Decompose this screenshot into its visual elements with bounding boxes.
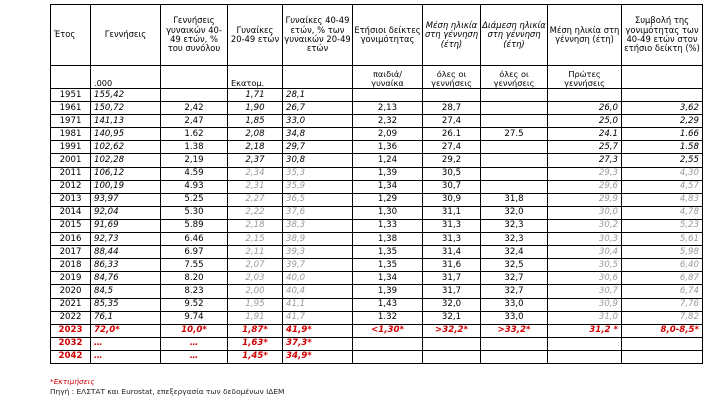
cell-median [481, 141, 548, 154]
table-row [51, 115, 703, 128]
cell-mean: >32,2* [423, 324, 481, 337]
cell-pct4049: 8.20 [161, 272, 228, 285]
cell-year: 2011 [51, 167, 91, 180]
cell-year: 2015 [51, 219, 91, 232]
cell-contrib: 4,78 [622, 206, 703, 219]
cell-year: 2021 [51, 298, 91, 311]
cell-contrib [622, 337, 703, 350]
cell-mean1: 29,6 [548, 180, 622, 193]
cell-mean: 26.1 [423, 128, 481, 141]
table-row [51, 233, 703, 246]
cell-w4049: 29,7 [283, 141, 353, 154]
cell-mean1 [548, 89, 622, 102]
cell-year: 2001 [51, 154, 91, 167]
cell-contrib: 6,87 [622, 272, 703, 285]
cell-women: 2,15 [228, 233, 283, 246]
cell-births: 150,72 [91, 102, 161, 115]
cell-w4049: 38,9 [283, 233, 353, 246]
table-row [51, 337, 703, 350]
cell-births: 155,42 [91, 89, 161, 102]
header-births: Γεννήσεις [91, 5, 161, 66]
cell-women: 2,03 [228, 272, 283, 285]
table-row [51, 206, 703, 219]
cell-w4049: 34,8 [283, 128, 353, 141]
cell-women: 2,37 [228, 154, 283, 167]
cell-tfr [353, 89, 423, 102]
cell-median [481, 350, 548, 363]
cell-mean1 [548, 337, 622, 350]
cell-tfr: 1,33 [353, 219, 423, 232]
cell-births: 102,28 [91, 154, 161, 167]
cell-births: 93,97 [91, 193, 161, 206]
cell-tfr: 1,38 [353, 233, 423, 246]
cell-tfr: 2,32 [353, 115, 423, 128]
cell-tfr: 1,36 [353, 141, 423, 154]
cell-w4049: 39,3 [283, 246, 353, 259]
cell-mean1 [548, 350, 622, 363]
cell-mean1: 29,9 [548, 193, 622, 206]
cell-births: 106,12 [91, 167, 161, 180]
unit-pct [161, 66, 228, 89]
table-row [51, 167, 703, 180]
cell-mean: 31,7 [423, 272, 481, 285]
cell-w4049: 28,1 [283, 89, 353, 102]
cell-mean [423, 89, 481, 102]
cell-tfr: 1,24 [353, 154, 423, 167]
cell-contrib: 4,30 [622, 167, 703, 180]
unit-women-pct [283, 66, 353, 89]
cell-contrib: 2,55 [622, 154, 703, 167]
cell-year: 1981 [51, 128, 91, 141]
table-body [51, 89, 703, 364]
cell-births: 140,95 [91, 128, 161, 141]
cell-median [481, 115, 548, 128]
cell-year: 2016 [51, 233, 91, 246]
cell-mean: 29,2 [423, 154, 481, 167]
births-table [50, 4, 703, 364]
cell-contrib: 7,82 [622, 311, 703, 324]
cell-year: 2014 [51, 206, 91, 219]
table-row [51, 311, 703, 324]
cell-median: 32,7 [481, 272, 548, 285]
table-row [51, 89, 703, 102]
unit-median-age: όλες οι γεννήσεις [481, 66, 548, 89]
table-row [51, 246, 703, 259]
cell-tfr: 1,39 [353, 285, 423, 298]
cell-mean1: 24.1 [548, 128, 622, 141]
births-table-container [50, 4, 702, 364]
unit-fertility: παιδιά/ γυναίκα [353, 66, 423, 89]
cell-year: 2022 [51, 311, 91, 324]
cell-pct4049 [161, 89, 228, 102]
cell-mean: 31,3 [423, 219, 481, 232]
cell-contrib: 4,57 [622, 180, 703, 193]
cell-mean: 30,5 [423, 167, 481, 180]
cell-contrib: 3,62 [622, 102, 703, 115]
cell-births: 102,62 [91, 141, 161, 154]
cell-year: 1971 [51, 115, 91, 128]
cell-contrib: 6,40 [622, 259, 703, 272]
cell-women: 2,27 [228, 193, 283, 206]
cell-pct4049: 4.59 [161, 167, 228, 180]
cell-w4049: 35,9 [283, 180, 353, 193]
cell-women: 1,95 [228, 298, 283, 311]
table-row [51, 180, 703, 193]
cell-women: 1,87* [228, 324, 283, 337]
footer [50, 377, 284, 397]
cell-tfr: 2,09 [353, 128, 423, 141]
cell-mean: 32,1 [423, 311, 481, 324]
cell-year: 2012 [51, 180, 91, 193]
cell-w4049: 41,1 [283, 298, 353, 311]
cell-tfr: 1.32 [353, 311, 423, 324]
cell-women: 2,11 [228, 246, 283, 259]
cell-median: >33,2* [481, 324, 548, 337]
header-mean-age-first: Μέση ηλικία στη γέννηση (έτη) [548, 5, 622, 66]
cell-mean1: 30,2 [548, 219, 622, 232]
cell-pct4049: 9.52 [161, 298, 228, 311]
cell-pct4049: 1.38 [161, 141, 228, 154]
cell-year: 1951 [51, 89, 91, 102]
cell-median [481, 180, 548, 193]
cell-women: 2,18 [228, 219, 283, 232]
unit-births: .000 [91, 66, 161, 89]
header-women-40-49-pct: Γυναίκες 40-49 ετών, % των γυναικών 20-49 ετών [283, 5, 353, 66]
cell-tfr: 1,34 [353, 272, 423, 285]
table-row [51, 259, 703, 272]
cell-births: 86,33 [91, 259, 161, 272]
cell-contrib [622, 89, 703, 102]
cell-tfr: 1,43 [353, 298, 423, 311]
cell-tfr: 1,29 [353, 193, 423, 206]
table-row [51, 102, 703, 115]
cell-pct4049: 4.93 [161, 180, 228, 193]
cell-births: 88,44 [91, 246, 161, 259]
cell-pct4049: 5.30 [161, 206, 228, 219]
cell-mean1: 30,4 [548, 246, 622, 259]
cell-births: 92,04 [91, 206, 161, 219]
cell-pct4049: 6.97 [161, 246, 228, 259]
cell-women: 2,34 [228, 167, 283, 180]
header-mean-age: Μέση ηλικία στη γέννηση (έτη) [423, 5, 481, 66]
table-row [51, 272, 703, 285]
cell-median: 32,3 [481, 219, 548, 232]
cell-w4049: 41,9* [283, 324, 353, 337]
cell-births: 91,69 [91, 219, 161, 232]
cell-pct4049: 9.74 [161, 311, 228, 324]
cell-year: 1991 [51, 141, 91, 154]
header-row [51, 5, 703, 66]
cell-contrib: 5,23 [622, 219, 703, 232]
cell-w4049: 35,3 [283, 167, 353, 180]
cell-mean1: 30,7 [548, 285, 622, 298]
table-row [51, 154, 703, 167]
cell-mean1: 26,0 [548, 102, 622, 115]
cell-median [481, 337, 548, 350]
table-row [51, 193, 703, 206]
cell-median: 32,7 [481, 285, 548, 298]
cell-pct4049: 2,47 [161, 115, 228, 128]
cell-tfr: 1,35 [353, 259, 423, 272]
cell-contrib: 8,0-8,5* [622, 324, 703, 337]
cell-pct4049: … [161, 350, 228, 363]
table-row [51, 350, 703, 363]
cell-pct4049: 1.62 [161, 128, 228, 141]
cell-mean1: 29,3 [548, 167, 622, 180]
cell-w4049: 26,7 [283, 102, 353, 115]
cell-w4049: 38,3 [283, 219, 353, 232]
cell-median [481, 89, 548, 102]
cell-mean1: 30,5 [548, 259, 622, 272]
header-year: Έτος [51, 5, 91, 66]
cell-mean1: 25,7 [548, 141, 622, 154]
cell-median: 33,0 [481, 298, 548, 311]
cell-mean: 31,4 [423, 246, 481, 259]
cell-women: 2,00 [228, 285, 283, 298]
cell-w4049: 34,9* [283, 350, 353, 363]
cell-pct4049: 8.23 [161, 285, 228, 298]
cell-births: 141,13 [91, 115, 161, 128]
cell-year: 2020 [51, 285, 91, 298]
cell-mean [423, 337, 481, 350]
cell-births: 84,76 [91, 272, 161, 285]
cell-median: 32,3 [481, 233, 548, 246]
table-row [51, 324, 703, 337]
cell-mean: 31,6 [423, 259, 481, 272]
cell-w4049: 36,5 [283, 193, 353, 206]
cell-tfr: 1,30 [353, 206, 423, 219]
cell-tfr: <1,30* [353, 324, 423, 337]
cell-women: 1,91 [228, 311, 283, 324]
cell-median: 27.5 [481, 128, 548, 141]
cell-year: 1961 [51, 102, 91, 115]
cell-mean: 31,7 [423, 285, 481, 298]
header-births-40-49-pct: Γεννήσεις γυναικών 40-49 ετών, % του συνόλου [161, 5, 228, 66]
cell-median: 32,4 [481, 246, 548, 259]
cell-mean1: 31,0 [548, 311, 622, 324]
cell-w4049: 30,8 [283, 154, 353, 167]
cell-mean: 27,4 [423, 115, 481, 128]
cell-mean: 27,4 [423, 141, 481, 154]
cell-tfr: 1,35 [353, 246, 423, 259]
cell-women: 1,90 [228, 102, 283, 115]
cell-pct4049: 2,19 [161, 154, 228, 167]
cell-women: 1,45* [228, 350, 283, 363]
table-row [51, 141, 703, 154]
cell-w4049: 40,0 [283, 272, 353, 285]
cell-mean: 31,1 [423, 206, 481, 219]
cell-mean: 32,0 [423, 298, 481, 311]
cell-mean1: 31,2 * [548, 324, 622, 337]
cell-w4049: 37,3* [283, 337, 353, 350]
cell-contrib: 5,98 [622, 246, 703, 259]
cell-year: 2017 [51, 246, 91, 259]
cell-year: 2019 [51, 272, 91, 285]
cell-median: 33,0 [481, 311, 548, 324]
cell-contrib: 1.58 [622, 141, 703, 154]
cell-women: 2,22 [228, 206, 283, 219]
cell-contrib: 4,83 [622, 193, 703, 206]
cell-tfr: 1,34 [353, 180, 423, 193]
cell-mean1: 25,0 [548, 115, 622, 128]
cell-women: 2,07 [228, 259, 283, 272]
cell-births: 84,5 [91, 285, 161, 298]
cell-mean: 31,3 [423, 233, 481, 246]
cell-mean1: 30,3 [548, 233, 622, 246]
cell-contrib [622, 350, 703, 363]
cell-women: 1,71 [228, 89, 283, 102]
cell-pct4049: 5.25 [161, 193, 228, 206]
header-women-20-49: Γυναίκες 20-49 ετών [228, 5, 283, 66]
units-row [51, 66, 703, 89]
cell-mean: 30,7 [423, 180, 481, 193]
cell-mean [423, 350, 481, 363]
unit-year [51, 66, 91, 89]
cell-pct4049: 5.89 [161, 219, 228, 232]
cell-mean1: 30,6 [548, 272, 622, 285]
cell-births: 76,1 [91, 311, 161, 324]
cell-pct4049: 6.46 [161, 233, 228, 246]
cell-contrib: 1.66 [622, 128, 703, 141]
cell-births: … [91, 350, 161, 363]
table-row [51, 285, 703, 298]
cell-mean1: 30,9 [548, 298, 622, 311]
cell-year: 2013 [51, 193, 91, 206]
header-contribution: Συμβολή της γονιμότητας των 40-49 ετών στον ετήσιο δείκτη (%) [622, 5, 703, 66]
cell-women: 2,31 [228, 180, 283, 193]
header-median-age: Διάμεση ηλικία στη γέννηση (έτη) [481, 5, 548, 66]
source-note: Πηγή : ΕΛΣΤΑΤ και Eurostat, επεξεργασία των δεδομένων ΙΔΕΜ [50, 387, 285, 396]
cell-births: 100,19 [91, 180, 161, 193]
cell-contrib: 5,61 [622, 233, 703, 246]
cell-births: 92,73 [91, 233, 161, 246]
table-row [51, 128, 703, 141]
cell-median [481, 167, 548, 180]
cell-women: 1,85 [228, 115, 283, 128]
footnote-estimates: *Εκτιμήσεις [50, 377, 95, 386]
cell-year: 2032 [51, 337, 91, 350]
cell-pct4049: 2,42 [161, 102, 228, 115]
table-row [51, 219, 703, 232]
cell-w4049: 37,6 [283, 206, 353, 219]
cell-w4049: 40,4 [283, 285, 353, 298]
cell-tfr [353, 337, 423, 350]
cell-contrib: 2,29 [622, 115, 703, 128]
cell-mean: 30,9 [423, 193, 481, 206]
cell-women: 2,18 [228, 141, 283, 154]
cell-w4049: 39,7 [283, 259, 353, 272]
cell-median: 32,5 [481, 259, 548, 272]
cell-year: 2018 [51, 259, 91, 272]
cell-mean1: 27,3 [548, 154, 622, 167]
cell-pct4049: 10,0* [161, 324, 228, 337]
cell-tfr [353, 350, 423, 363]
cell-women: 1,63* [228, 337, 283, 350]
cell-mean1: 30,0 [548, 206, 622, 219]
unit-contribution [622, 66, 703, 89]
cell-mean: 28,7 [423, 102, 481, 115]
cell-contrib: 7,76 [622, 298, 703, 311]
cell-tfr: 2,13 [353, 102, 423, 115]
unit-mean-age: όλες οι γεννήσεις [423, 66, 481, 89]
cell-median: 31,8 [481, 193, 548, 206]
cell-pct4049: 7.55 [161, 259, 228, 272]
cell-births: 85,35 [91, 298, 161, 311]
cell-tfr: 1,39 [353, 167, 423, 180]
cell-births: 72,0* [91, 324, 161, 337]
cell-year: 2023 [51, 324, 91, 337]
cell-median [481, 102, 548, 115]
table-row [51, 298, 703, 311]
cell-pct4049: … [161, 337, 228, 350]
unit-mean-age-first: Πρώτες γεννήσεις [548, 66, 622, 89]
unit-women: Εκατομ. [228, 66, 283, 89]
cell-women: 2,08 [228, 128, 283, 141]
cell-contrib: 6,74 [622, 285, 703, 298]
header-fertility-index: Ετήσιοι δείκτες γονιμότητας [353, 5, 423, 66]
cell-year: 2042 [51, 350, 91, 363]
cell-births: … [91, 337, 161, 350]
cell-w4049: 33,0 [283, 115, 353, 128]
cell-median [481, 154, 548, 167]
cell-w4049: 41,7 [283, 311, 353, 324]
cell-median: 32,0 [481, 206, 548, 219]
